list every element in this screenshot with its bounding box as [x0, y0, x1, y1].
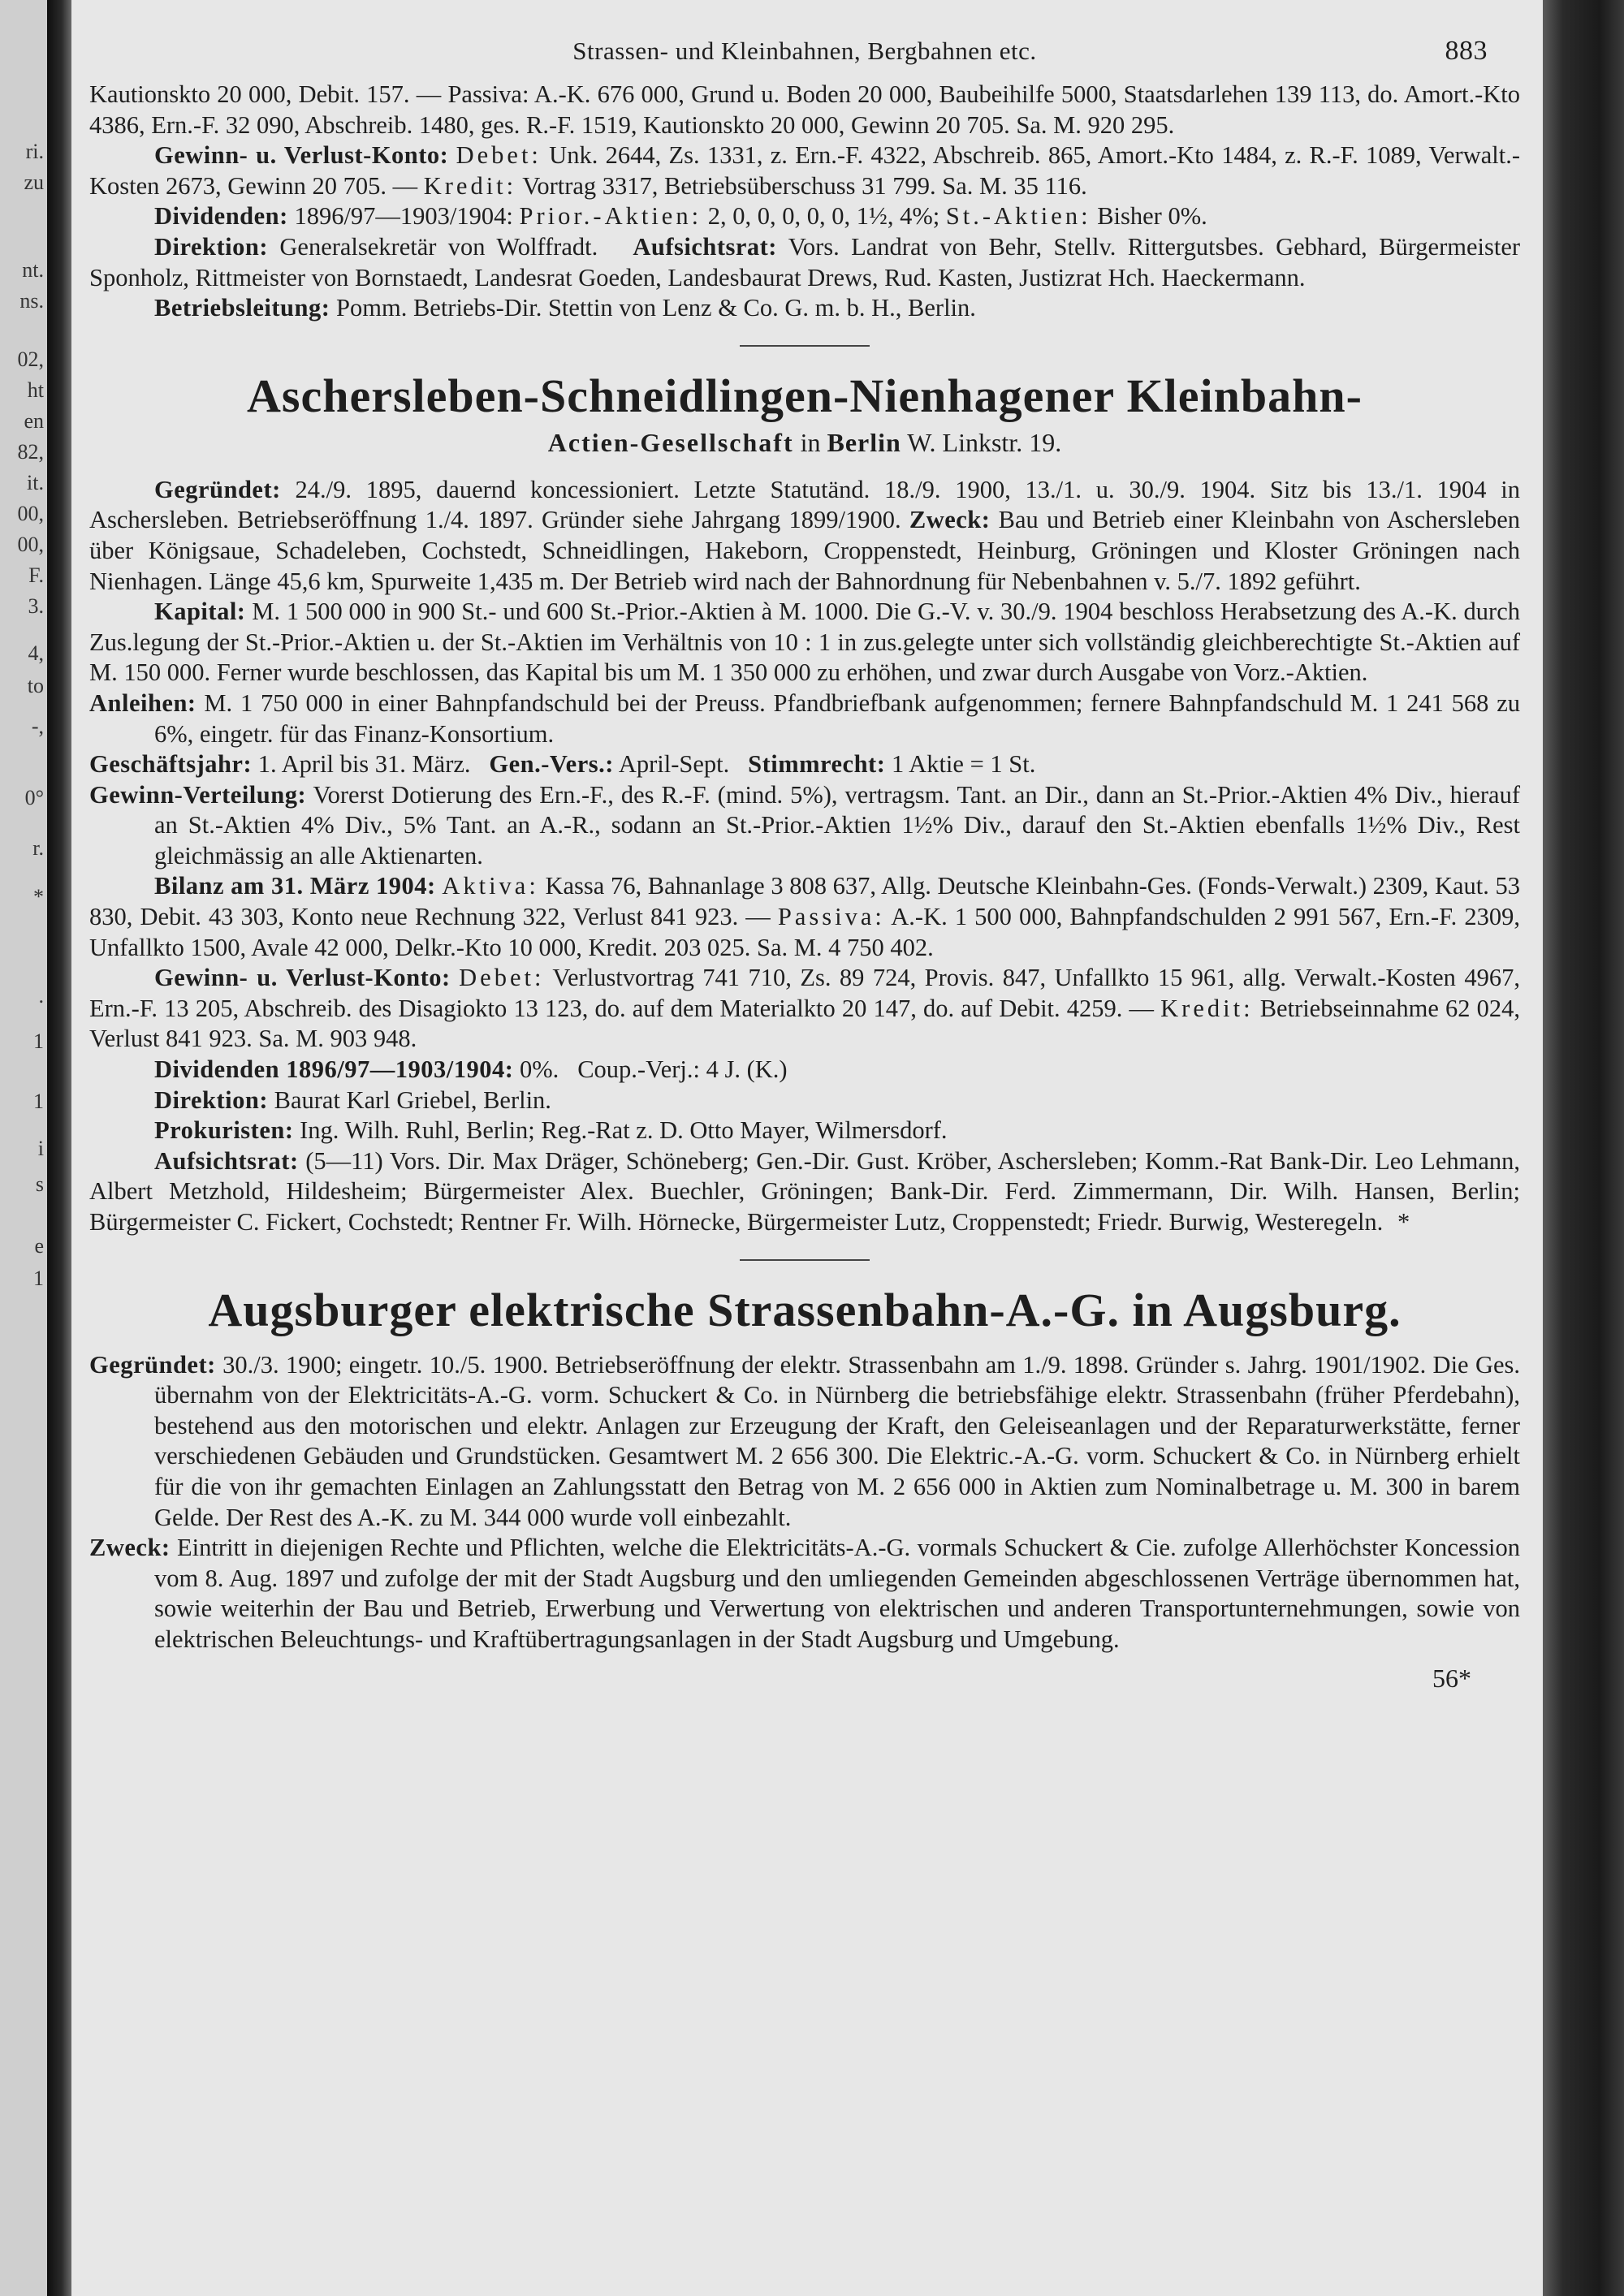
entry-augsburg — [89, 1282, 1520, 1655]
aktiva-text: Kassa 76, Bahnanlage 3 808 637, Allg. Deutsche Kleinbahn-Ges. (Fonds-Verwalt.) 2309, Kaut. 53 830, Debit. 43 303, Konto neue Rechnung 322, Verlust 841 923. — — [89, 872, 1521, 931]
loans-label: Anleihen: — [89, 688, 197, 717]
founded-label: Gegründet: — [154, 475, 281, 503]
fragment: 1 — [33, 1267, 44, 1290]
profit-distribution-paragraph — [89, 780, 1520, 872]
facing-page-edge — [0, 0, 47, 2296]
st-aktien-values: Bisher 0%. — [1097, 202, 1207, 231]
kredit-text: Vortrag 3317, Betriebsüberschuss 31 799. Sa. M. 35 116. — [522, 171, 1087, 200]
book-edge — [1543, 0, 1624, 2296]
fiscal-paragraph — [89, 749, 1520, 780]
purpose-paragraph — [89, 1533, 1520, 1655]
loans-text: M. 1 750 000 in einer Bahnpfandschuld bei der Preuss. Pfandbriefbank aufgenommen; fernere Bahnpfandschuld M. 1 241 568 zu 6%, eingetr. für das Finanz-Konsortium. — [154, 688, 1521, 748]
entry-continuation — [89, 80, 1520, 324]
fragment: * — [33, 885, 44, 908]
purpose-label: Zweck: — [89, 1534, 171, 1562]
profit-loss-paragraph — [89, 963, 1520, 1055]
aufsichtsrat-label: Aufsichtsrat: — [633, 232, 777, 261]
subtitle-in: in — [800, 427, 821, 457]
debet-label: Debet: — [456, 141, 542, 170]
founded-label: Gegründet: — [89, 1350, 216, 1379]
general-meeting-label: Gen.-Vers.: — [489, 750, 614, 779]
capital-label: Kapital: — [154, 598, 246, 626]
separator-rule — [740, 345, 870, 347]
betriebsleitung-label: Betriebsleitung: — [154, 294, 330, 322]
direktion-label: Direktion: — [154, 232, 268, 261]
fragment: 3. — [28, 594, 44, 618]
profit-distribution-label: Gewinn-Verteilung: — [89, 780, 307, 809]
betriebsleitung-text: Pomm. Betriebs-Dir. Stettin von Lenz & Co. G. m. b. H., Berlin. — [336, 294, 976, 322]
purpose-label: Zweck: — [909, 506, 991, 534]
fragment: ri. — [25, 140, 44, 163]
entry-aschersleben — [89, 368, 1520, 1238]
prior-aktien-label: Prior.-Aktien: — [519, 202, 702, 231]
fragment: -, — [31, 714, 44, 738]
profit-loss-label: Gewinn- u. Verlust-Konto: — [154, 141, 449, 170]
loans-paragraph — [89, 688, 1520, 749]
fragment: i — [37, 1137, 44, 1160]
fragment: ns. — [19, 289, 44, 313]
balance-paragraph — [89, 871, 1520, 963]
management-paragraph — [89, 232, 1520, 293]
fragment: 82, — [17, 440, 44, 464]
founded-text: 24./9. 1895, dauernd koncessioniert. Letzte Statutänd. 18./9. 1900, 13./1. u. 30./9. 1904. Sitz bis 13./1. 1904 in Aschersleben. Betriebseröffnung 1./4. 1897. Gründer siehe Jahrgang 1899/1900. — [89, 475, 1521, 534]
fragment: 00, — [17, 533, 44, 556]
fragment: ht — [27, 378, 44, 402]
company-address: W. Linkstr. 19. — [907, 427, 1062, 457]
coupon-text: Coup.-Verj.: 4 J. (K.) — [577, 1055, 788, 1084]
dividends-years: 1896/97—1903/1904: — [294, 202, 513, 231]
direktion-label: Direktion: — [154, 1085, 268, 1114]
page-number: 883 — [1445, 36, 1488, 66]
dividends-text: 0%. — [520, 1055, 559, 1084]
debet-text: Verlustvortrag 741 710, Zs. 89 724, Provis. 847, Unfallkto 15 961, allg. Verwalt.-Kosten 4967, Ern.-F. 13 205, Abschreib. des Disagiokto 13 123, do. auf dem Materialkto 20 147, do. auf Debit. 4259. — — [89, 964, 1521, 1022]
entry-subtitle — [89, 425, 1520, 460]
balance-label: Bilanz am 31. März 1904: — [154, 872, 436, 900]
fragment: 02, — [17, 347, 44, 371]
fragment: en — [24, 409, 44, 433]
running-title: Strassen- und Kleinbahnen, Bergbahnen etc. — [572, 37, 1037, 65]
kredit-label: Kredit: — [1160, 994, 1254, 1022]
voting-right-label: Stimmrecht: — [748, 750, 886, 779]
fragment: e — [34, 1234, 44, 1258]
fragment: 4, — [28, 641, 44, 665]
profit-distribution-text: Vorerst Dotierung des Ern.-F., des R.-F. (mind. 5%), vertragsm. Tant. an Dir., dann an St.-Prior.-Aktien 4% Div., hierauf an St.-Aktien 4% Div., 5% Tant. an A.-R., sodann an St.-Prior.-Aktien 1½% Div., darauf den St.-Aktien ebenfalls 1½% Div., Rest gleichmässig an alle Aktienarten. — [154, 780, 1521, 870]
prior-aktien-values: 2, 0, 0, 0, 0, 0, 1½, 4%; — [707, 202, 940, 231]
fragment: . — [38, 984, 44, 1008]
prokuristen-paragraph — [89, 1116, 1520, 1146]
fragment: it. — [27, 471, 44, 494]
st-aktien-label: St.-Aktien: — [945, 202, 1091, 231]
fragment: 00, — [17, 502, 44, 525]
fragment: zu — [24, 170, 44, 194]
operations-paragraph — [89, 293, 1520, 324]
founded-paragraph — [89, 475, 1520, 597]
fragment: s — [35, 1172, 44, 1196]
book-page — [71, 0, 1543, 2296]
profit-loss-paragraph — [89, 140, 1520, 201]
fragment: nt. — [22, 258, 44, 282]
dividends-label: Dividenden: — [154, 202, 288, 231]
fragment: F. — [28, 563, 44, 587]
entry-title: Augsburger elektrische Strassenbahn-A.-G. in Augsburg. — [208, 1283, 1402, 1336]
capital-text: M. 1 500 000 in 900 St.- und 600 St.-Prior.-Aktien à M. 1000. Die G.-V. v. 30./9. 1904 beschloss Herabsetzung des A.-K. durch Zus.legung der St.-Prior.-Aktien u. der St.-Aktien im Verhältnis von 10 : 1 in zus.gelegte unter sich vollständig gleichberechtigte St.-Aktien auf M. 150 000. Ferner wurde beschlossen, das Kapital bis um M. 1 350 000 zu erhöhen, und zwar durch Ausgabe von Vorz.-Aktien. — [89, 598, 1520, 687]
capital-paragraph — [89, 597, 1520, 688]
kredit-text: Betriebseinnahme 62 024, Verlust 841 923. Sa. M. 903 948. — [89, 994, 1521, 1053]
debet-text: Unk. 2644, Zs. 1331, z. Ern.-F. 4322, Abschreib. 865, Amort.-Kto 1484, z. R.-F. 1089, Verwalt.-Kosten 2673, Gewinn 20 705. — — [89, 141, 1520, 200]
dividends-paragraph — [89, 1055, 1520, 1085]
aufsichtsrat-text: (5—11) Vors. Dir. Max Dräger, Schöneberg; Gen.-Dir. Gust. Kröber, Aschersleben; Komm.-Rat Bank-Dir. Leo Lehmann, Albert Metzhold, Hildesheim; Bürgermeister Alex. Buechler, Gröningen; Bank-Dir. Ferd. Zimmermann, Dir. Wilh. Hansen, Berlin; Bürgermeister C. Fickert, Cochstedt; Rentner Fr. Wilh. Hörnecke, Bürgermeister Lutz, Croppenstedt; Friedr. Burwig, Westeregeln. — [89, 1146, 1520, 1236]
passiva-label: Passiva: — [777, 903, 885, 931]
dividends-paragraph — [89, 201, 1520, 232]
fiscal-year-label: Geschäftsjahr: — [89, 750, 253, 779]
aufsichtsrat-label: Aufsichtsrat: — [154, 1146, 299, 1175]
dividends-label: Dividenden 1896/97—1903/1904: — [154, 1055, 514, 1084]
signature-mark: 56* — [1432, 1663, 1471, 1693]
fragment: 1 — [33, 1090, 44, 1113]
page-content — [89, 36, 1520, 1694]
general-meeting-text: April-Sept. — [618, 750, 730, 779]
debet-label: Debet: — [459, 964, 545, 992]
voting-right-text: 1 Aktie = 1 St. — [891, 750, 1036, 779]
fragment: 0° — [24, 786, 44, 809]
balance-continuation: Kautionskto 20 000, Debit. 157. — Passiva: A.-K. 676 000, Grund u. Boden 20 000, Baubeihilfe 5000, Staatsdarlehen 139 113, do. Amort.-Kto 4386, Ern.-F. 32 090, Abschreib. 1480, ges. R.-F. 1519, Kautionskto 20 000, Gewinn 20 705. Sa. M. 920 295. — [89, 80, 1520, 139]
purpose-text: Eintritt in diejenigen Rechte und Pflichten, welche die Elektricitäts-A.-G. vormals Schuckert & Cie. zufolge Allerhöchster Koncession vom 8. Aug. 1897 und zufolge der mit der Stadt Augsburg und den umliegenden Gemeinden abgeschlossenen Verträge übernommen hat, sowie weiterhin der Bau und Betrieb, Erwerbung und Verwertung von elektrischen und anderen Transportunternehmungen, sowie von elektrischen Beleuchtungs- und Kraftübertragungsanlagen in der Stadt Augsburg und Umgebung. — [154, 1534, 1520, 1653]
prokuristen-label: Prokuristen: — [154, 1116, 294, 1145]
founded-text: 30./3. 1900; eingetr. 10./5. 1900. Betriebseröffnung der elektr. Strassenbahn am 1./9. 1898. Gründer s. Jahrg. 1901/1902. Die Ges. übernahm von der Elektricitäts-A.-G. vorm. Schuckert & Co. in Nürnberg die betriebsfähige elektr. Strassenbahn (früher Pferdebahn), bestehend aus den motorischen und elektr. Anlagen zur Erzeugung der Kraft, den Geleiseanlagen und der Reparaturwerkstätte, ferner verschiedenen Gebäuden und Grundstücken. Gesamtwert M. 2 656 300. Die Elektric.-A.-G. vorm. Schuckert & Co. in Nürnberg erhielt für die von ihr gemachten Einlagen an Zahlungsstatt den Betrag von M. 2 656 000 in Aktien zum Nominalbetrage u. M. 300 in barem Gelde. Der Rest des A.-K. zu M. 344 000 wurde voll einbezahlt. — [154, 1350, 1521, 1531]
supervisory-board-paragraph — [89, 1146, 1520, 1238]
fiscal-year-text: 1. April bis 31. März. — [257, 750, 471, 779]
company-city: Berlin — [827, 427, 901, 457]
direktion-text: Baurat Karl Griebel, Berlin. — [274, 1085, 551, 1114]
asterisk-mark: * — [1397, 1208, 1410, 1236]
kredit-label: Kredit: — [423, 171, 517, 200]
prokuristen-text: Ing. Wilh. Ruhl, Berlin; Reg.-Rat z. D. Otto Mayer, Wilmersdorf. — [300, 1116, 948, 1145]
founded-paragraph — [89, 1350, 1520, 1534]
aktiva-label: Aktiva: — [442, 872, 539, 900]
purpose-text: Bau und Betrieb einer Kleinbahn von Aschersleben über Königsaue, Schadeleben, Cochstedt, Schneidlingen, Hakeborn, Croppenstedt, Heinburg, Gröningen und Kloster Gröningen nach Nienhagen. Länge 45,6 km, Spurweite 1,435 m. Der Betrieb wird nach der Bahnordnung für Nebenbahnen v. 5./7. 1892 geführt. — [89, 506, 1521, 595]
fragment: r. — [32, 836, 44, 860]
passiva-text: A.-K. 1 500 000, Bahnpfandschulden 2 991 567, Ern.-F. 2309, Unfallkto 1500, Avale 42 000, Delkr.-Kto 10 000, Kredit. 203 025. Sa. M. 4 750 402. — [89, 903, 1520, 961]
running-head — [89, 36, 1520, 80]
fragment: 1 — [33, 1029, 44, 1053]
entry-title: Aschersleben-Schneidlingen-Nienhagener Kleinbahn- — [247, 369, 1363, 422]
profit-loss-label: Gewinn- u. Verlust-Konto: — [154, 964, 451, 992]
separator-rule — [740, 1259, 870, 1261]
book-gutter — [47, 0, 71, 2296]
aufsichtsrat-text: Vors. Landrat von Behr, Stellv. Rittergutsbes. Gebhard, Bürgermeister Sponholz, Rittmeister von Bornstaedt, Landesrat Goeden, Landesbaurat Drews, Rud. Kasten, Justizrat Hch. Haeckermann. — [89, 232, 1521, 291]
fragment: to — [27, 674, 44, 697]
direktion-text: Generalsekretär von Wolffradt. — [279, 232, 598, 261]
management-paragraph — [89, 1085, 1520, 1116]
company-form: Actien-Gesellschaft — [547, 427, 794, 457]
